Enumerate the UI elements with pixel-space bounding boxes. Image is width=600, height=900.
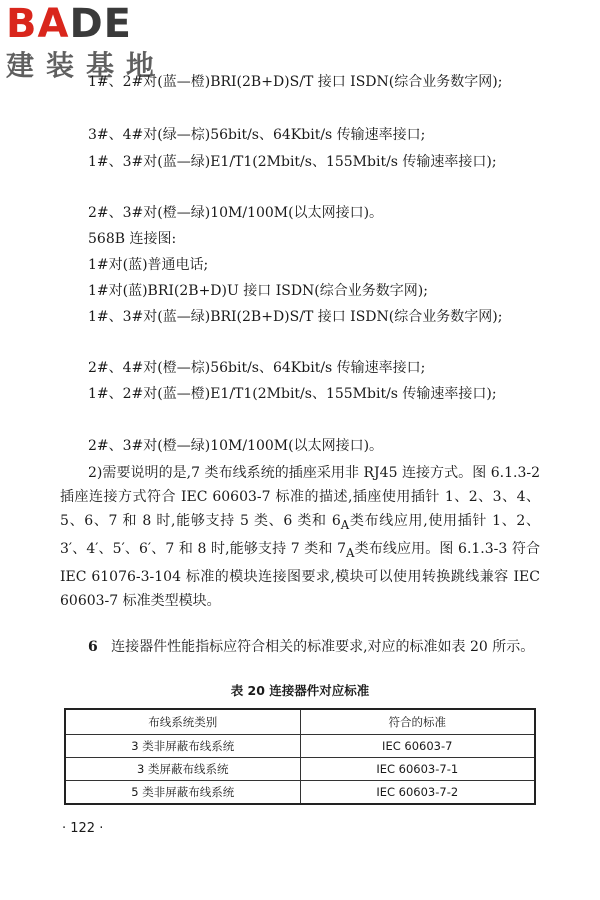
page-number: · 122 · bbox=[62, 821, 104, 836]
paragraph-11: 2#、3#对(橙—绿)10M/100M(以太网接口)。 bbox=[88, 438, 384, 454]
table-header-cell: 布线系统类别 bbox=[65, 709, 300, 735]
table-cell: IEC 60603-7-2 bbox=[300, 781, 535, 805]
paragraph-10: 1#、2#对(蓝—橙)E1/T1(2Mbit/s、155Mbit/s 传输速率接口); bbox=[88, 386, 497, 402]
paragraph-12 bbox=[60, 461, 540, 613]
paragraph-7: 1#对(蓝)BRI(2B+D)U 接口 ISDN(综合业务数字网); bbox=[88, 283, 428, 299]
paragraph-3: 1#、3#对(蓝—绿)E1/T1(2Mbit/s、155Mbit/s 传输速率接口); bbox=[88, 154, 497, 170]
paragraph-12-subscript-1: A bbox=[340, 517, 350, 532]
table-caption: 表 20 连接器件对应标准 bbox=[230, 683, 370, 698]
watermark-brand bbox=[6, 2, 186, 48]
table-cell: 5 类非屏蔽布线系统 bbox=[65, 781, 300, 805]
watermark-brand-rest: DE bbox=[69, 1, 132, 47]
table-row bbox=[65, 781, 535, 805]
paragraph-12-subscript-2: A bbox=[346, 545, 355, 560]
watermark-subtitle: 建装基地 bbox=[6, 49, 167, 82]
table-header-cell: 符合的标准 bbox=[300, 709, 535, 735]
paragraph-6: 1#对(蓝)普通电话; bbox=[88, 257, 209, 273]
paragraph-13-number: 6 bbox=[88, 639, 98, 655]
paragraph-12-part-2: 类布线应用,使用插针 1、2、3′、4′、5′、6′、7 和 8 时,能够支持 7 类和 7 bbox=[60, 513, 540, 557]
standards-table bbox=[64, 708, 536, 805]
paragraph-12-part-1: 2)需要说明的是,7 类布线系统的插座采用非 RJ45 连接方式。图 6.1.3-2 插座连接方式符合 IEC 60603-7 标准的描述,插座使用插针 1、2、3、4、5、6、7 和 8 时,能够支持 5 类、6 类和 6 bbox=[60, 465, 540, 529]
paragraph-5: 568B 连接图: bbox=[88, 231, 177, 247]
paragraph-1: 1#、2#对(蓝—橙)BRI(2B+D)S/T 接口 ISDN(综合业务数字网); bbox=[88, 74, 503, 90]
paragraph-2: 3#、4#对(绿—棕)56bit/s、64Kbit/s 传输速率接口; bbox=[88, 127, 426, 143]
table-cell: 3 类屏蔽布线系统 bbox=[65, 758, 300, 781]
table-header-row bbox=[65, 709, 535, 735]
table-row bbox=[65, 758, 535, 781]
paragraph-4: 2#、3#对(橙—绿)10M/100M(以太网接口)。 bbox=[88, 205, 384, 221]
table-cell: IEC 60603-7 bbox=[300, 735, 535, 758]
table-cell: 3 类非屏蔽布线系统 bbox=[65, 735, 300, 758]
paragraph-8: 1#、3#对(蓝—绿)BRI(2B+D)S/T 接口 ISDN(综合业务数字网); bbox=[88, 309, 503, 325]
paragraph-9: 2#、4#对(橙—棕)56bit/s、64Kbit/s 传输速率接口; bbox=[88, 360, 426, 376]
table-row bbox=[65, 735, 535, 758]
paragraph-12-part-3: 类布线应用。图 6.1.3-3 符合 IEC 61076-3-104 标准的模块连接图要求,模块可以使用转换跳线兼容 IEC 60603-7 标准类型模块。 bbox=[60, 540, 540, 609]
paragraph-13-text: 连接器件性能指标应符合相关的标准要求,对应的标准如表 20 所示。 bbox=[111, 639, 535, 655]
watermark-brand-accent: BA bbox=[6, 1, 70, 47]
table-cell: IEC 60603-7-1 bbox=[300, 758, 535, 781]
paragraph-13 bbox=[60, 635, 540, 659]
